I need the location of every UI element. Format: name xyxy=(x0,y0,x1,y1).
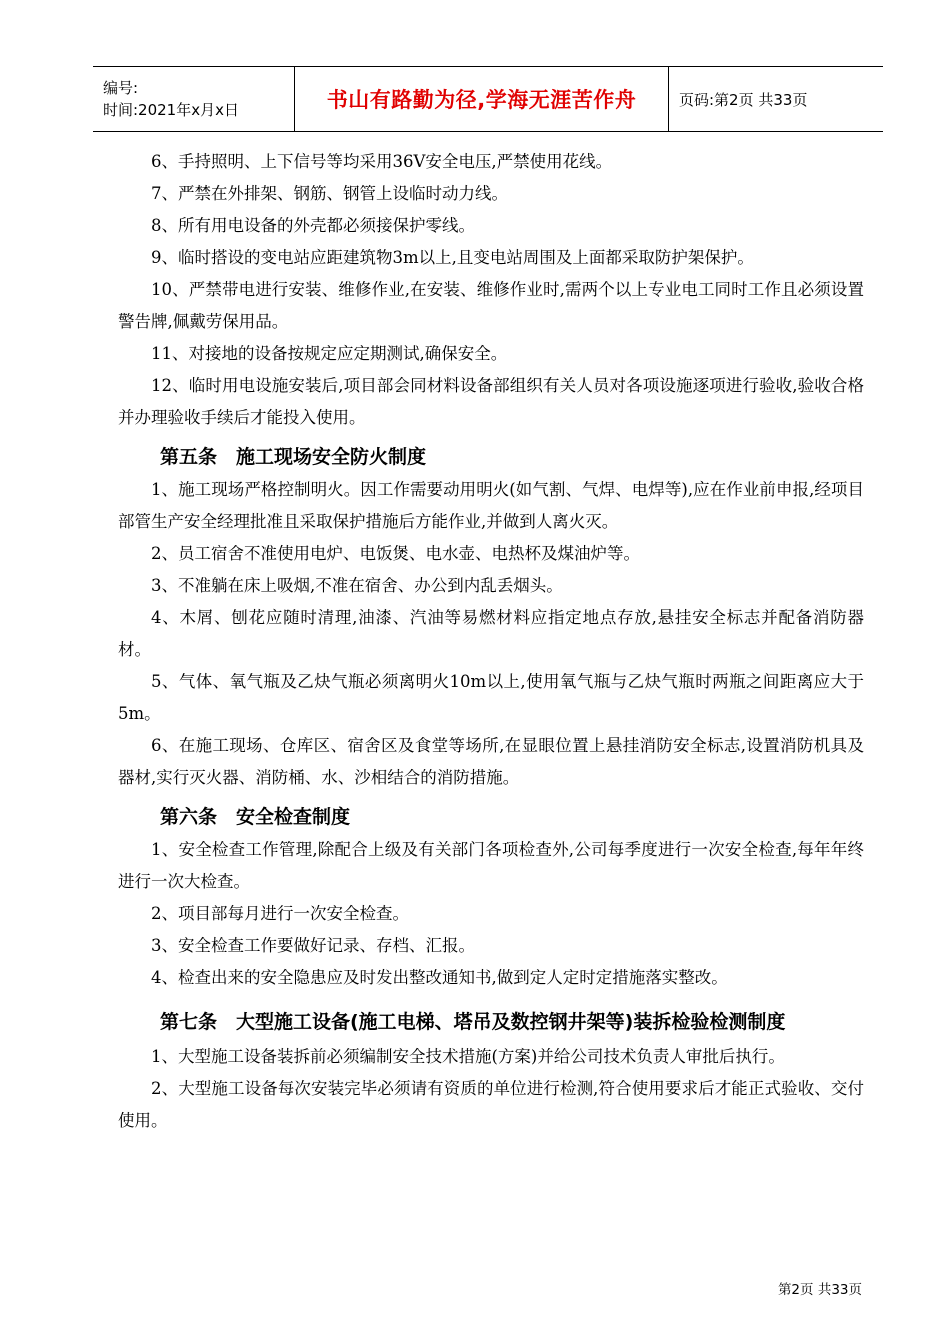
paragraph: 5、气体、氧气瓶及乙炔气瓶必须离明火10m以上,使用氧气瓶与乙炔气瓶时两瓶之间距离应大于5m。 xyxy=(118,672,864,723)
header-motto-cell xyxy=(295,67,669,131)
header-page-number: 页码:第2页 共33页 xyxy=(679,90,808,109)
paragraph: 12、临时用电设施安装后,项目部会同材料设备部组织有关人员对各项设施逐项进行验收,验收合格并办理验收手续后才能投入使用。 xyxy=(118,376,864,427)
paragraph: 7、严禁在外排架、钢筋、钢管上设临时动力线。 xyxy=(151,184,508,203)
paragraph: 1、施工现场严格控制明火。因工作需要动用明火(如气割、气焊、电焊等),应在作业前申报,经项目部管生产安全经理批准且采取保护措施后方能作业,并做到人离火灭。 xyxy=(118,480,864,531)
paragraph: 1、大型施工设备装拆前必须编制安全技术措施(方案)并给公司技术负责人审批后执行。 xyxy=(151,1047,785,1066)
paragraph: 2、大型施工设备每次安装完毕必须请有资质的单位进行检测,符合使用要求后才能正式验收、交付使用。 xyxy=(118,1079,864,1130)
header-meta xyxy=(93,67,295,131)
paragraph: 1、安全检查工作管理,除配合上级及有关部门各项检查外,公司每季度进行一次安全检查,每年年终进行一次大检查。 xyxy=(118,840,864,891)
paragraph: 2、员工宿舍不准使用电炉、电饭煲、电水壶、电热杯及煤油炉等。 xyxy=(151,544,640,563)
page-footer: 第2页 共33页 xyxy=(777,1282,862,1298)
paragraph: 3、安全检查工作要做好记录、存档、汇报。 xyxy=(151,936,475,955)
paragraph: 8、所有用电设备的外壳都必须接保护零线。 xyxy=(151,216,475,235)
paragraph: 6、手持照明、上下信号等均采用36V安全电压,严禁使用花线。 xyxy=(151,152,613,171)
section-heading: 第六条 安全检查制度 xyxy=(160,806,351,828)
header-motto: 书山有路勤为径,学海无涯苦作舟 xyxy=(326,88,637,112)
paragraph: 4、木屑、刨花应随时清理,油漆、汽油等易燃材料应指定地点存放,悬挂安全标志并配备消防器材。 xyxy=(118,608,864,659)
page-header xyxy=(93,66,883,132)
paragraph: 6、在施工现场、仓库区、宿舍区及食堂等场所,在显眼位置上悬挂消防安全标志,设置消防机具及器材,实行灭火器、消防桶、水、沙相结合的消防措施。 xyxy=(118,736,864,787)
paragraph: 2、项目部每月进行一次安全检查。 xyxy=(151,904,409,923)
paragraph: 3、不准躺在床上吸烟,不准在宿舍、办公到内乱丢烟头。 xyxy=(151,576,563,595)
section-heading: 第七条 大型施工设备(施工电梯、塔吊及数控钢井架等)装拆检验检测制度 xyxy=(160,1011,786,1033)
document-time-label: 时间:2021年x月x日 xyxy=(103,101,239,119)
paragraph: 11、对接地的设备按规定应定期测试,确保安全。 xyxy=(151,344,508,363)
paragraph: 9、临时搭设的变电站应距建筑物3m以上,且变电站周围及上面都采取防护架保护。 xyxy=(151,248,754,267)
document-number-label: 编号: xyxy=(103,79,139,97)
paragraph: 4、检查出来的安全隐患应及时发出整改通知书,做到定人定时定措施落实整改。 xyxy=(151,968,728,987)
paragraph: 10、严禁带电进行安装、维修作业,在安装、维修作业时,需两个以上专业电工同时工作且必须设置警告牌,佩戴劳保用品。 xyxy=(118,280,864,331)
section-heading: 第五条 施工现场安全防火制度 xyxy=(160,446,427,468)
header-page-cell xyxy=(669,67,883,131)
document-body xyxy=(118,146,864,1137)
